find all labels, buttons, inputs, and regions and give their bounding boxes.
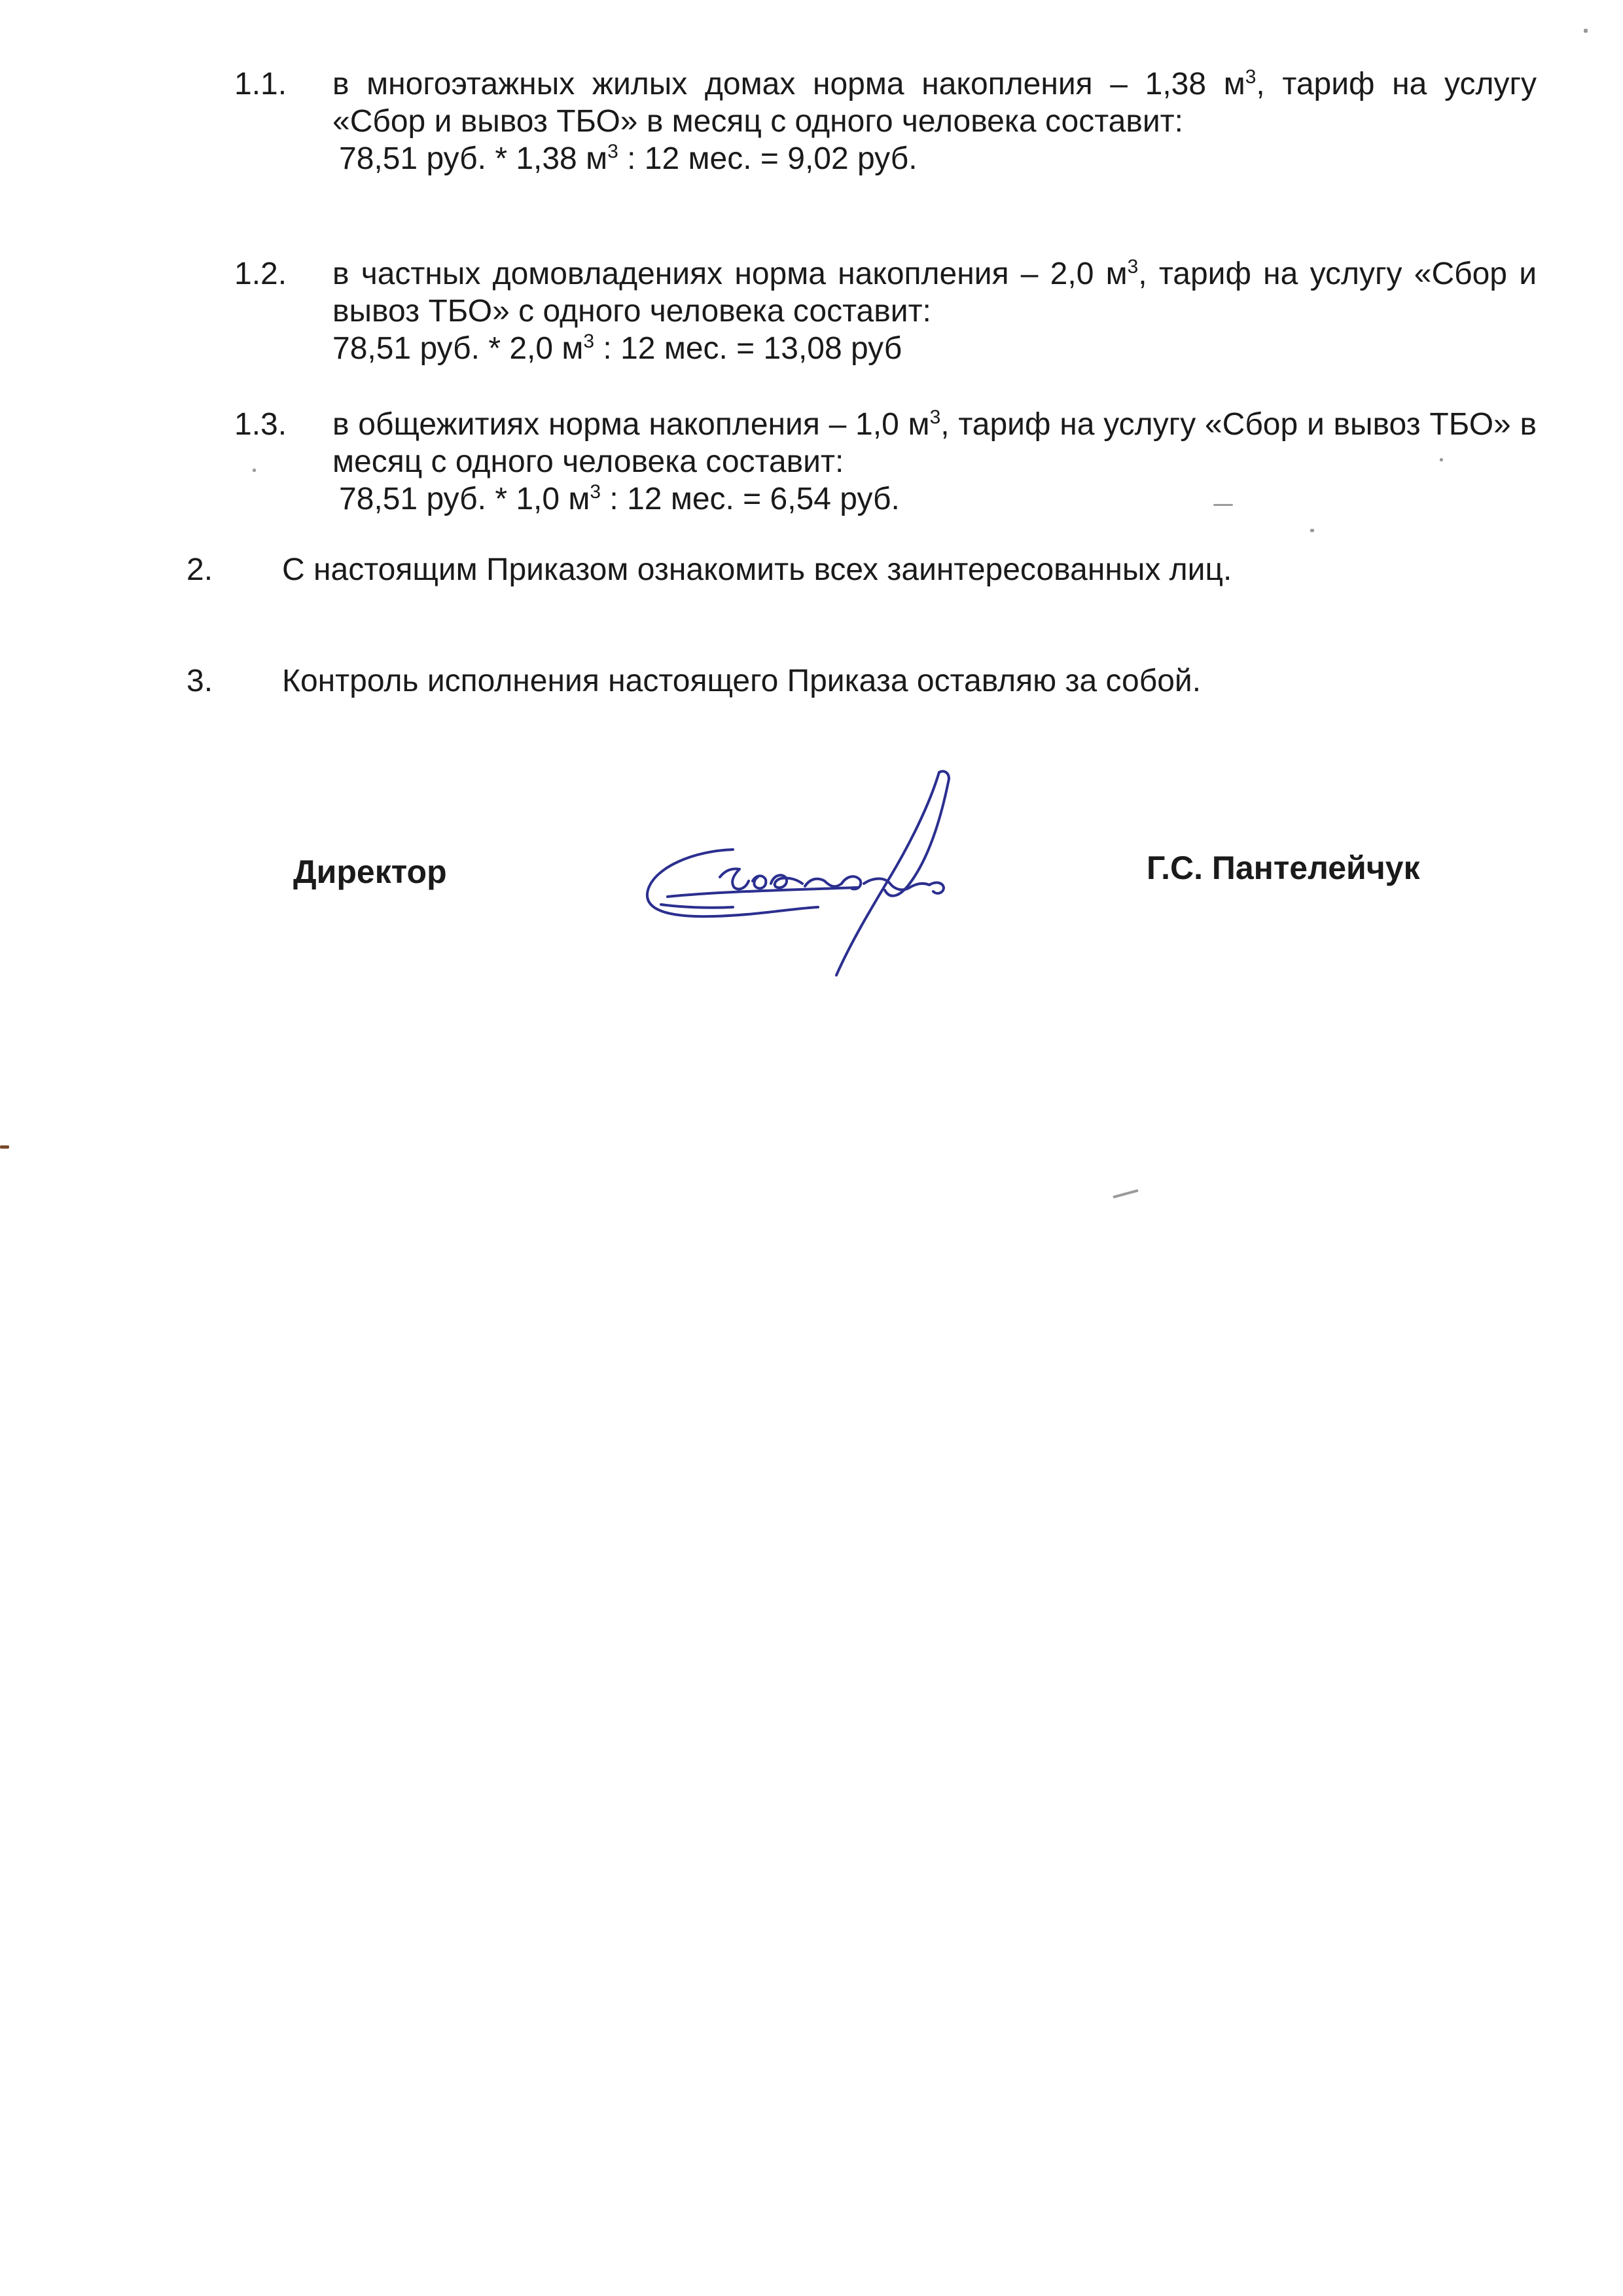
clause-number: 3. bbox=[187, 664, 213, 698]
clause-number: 1.3. bbox=[234, 407, 287, 442]
clause-3 bbox=[187, 662, 1535, 700]
handwritten-signature bbox=[641, 753, 982, 995]
scan-speck bbox=[1213, 504, 1233, 506]
clause-formula: 78,51 руб. * 1,38 $м^3$ : 12 мес. = 9,02 руб. bbox=[339, 141, 918, 176]
scan-speck bbox=[253, 469, 256, 472]
clause-2 bbox=[187, 551, 1535, 588]
clause-number: 2. bbox=[187, 552, 213, 587]
clause-1-3 bbox=[234, 406, 1537, 518]
clause-text: в общежитиях норма накопления – 1,0 $м^3$, тариф на услугу «Сбор и вывоз ТБО» в месяц с одного человека составит: bbox=[332, 406, 1537, 479]
scan-speck bbox=[1310, 529, 1314, 532]
scan-speck bbox=[1584, 29, 1588, 33]
clause-text: С настоящим Приказом ознакомить всех заинтересованных лиц. bbox=[282, 552, 1232, 587]
clause-text: Контроль исполнения настоящего Приказа оставляю за собой. bbox=[282, 664, 1202, 698]
clause-formula: 78,51 руб. * 2,0 $м^3$ : 12 мес. = 13,08 руб bbox=[332, 331, 902, 366]
signatory-role: Директор bbox=[293, 853, 447, 890]
clause-1-2 bbox=[234, 255, 1537, 367]
scan-speck bbox=[1113, 1189, 1139, 1198]
scan-speck bbox=[0, 1145, 9, 1149]
clause-text: в частных домовладениях норма накопления – 2,0 $м^3$, тариф на услугу «Сбор и вывоз ТБО» с одного человека составит: bbox=[332, 256, 1537, 329]
clause-number: 1.2. bbox=[234, 257, 287, 291]
signatory-name: Г.С. Пантелейчук bbox=[1147, 850, 1420, 886]
clause-formula: 78,51 руб. * 1,0 $м^3$ : 12 мес. = 6,54 руб. bbox=[339, 481, 900, 516]
clause-number: 1.1. bbox=[234, 67, 287, 101]
clause-text: в многоэтажных жилых домах норма накопления – 1,38 $м^3$, тариф на услугу «Сбор и вывоз ТБО» в месяц с одного человека составит: bbox=[332, 66, 1537, 139]
scan-speck bbox=[1440, 458, 1443, 461]
signature-strokes bbox=[647, 771, 949, 975]
clause-1-1 bbox=[234, 65, 1537, 177]
